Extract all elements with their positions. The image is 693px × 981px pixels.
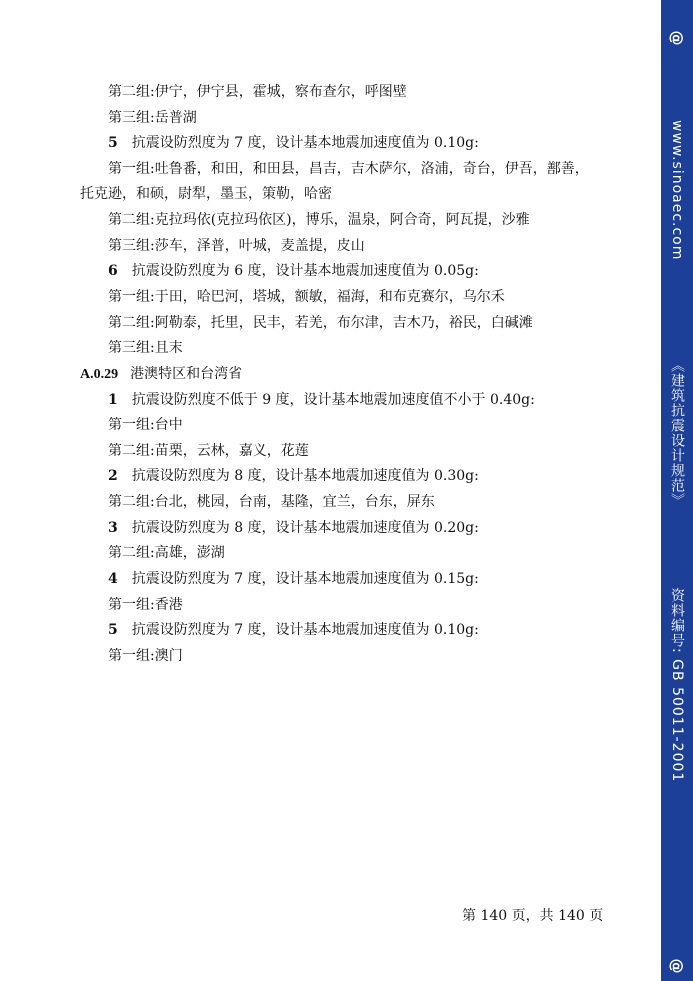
sidebar-title (661, 358, 693, 508)
text-line: 第二组:台北，桃园，台南，基隆，宜兰，台东，屏东 (108, 494, 435, 510)
clause-text: 抗震设防烈度为 8 度，设计基本地震加速度值为 0.20g: (131, 520, 479, 536)
page-footer: 第 140 页，共 140 页 (462, 908, 604, 924)
clause-line (108, 570, 479, 588)
clause-text: 抗震设防烈度为 8 度，设计基本地震加速度值为 0.30g: (131, 468, 479, 484)
clause-number: 5 (108, 135, 118, 151)
text-line: 第一组:台中 (108, 417, 183, 433)
clause-text: 抗震设防烈度不低于 9 度，设计基本地震加速度值不小于 0.40g: (131, 392, 535, 408)
text-line: 第二组:阿勒泰，托里，民丰，若羌，布尔津，吉木乃，裕民，白碱滩 (108, 315, 533, 331)
text-line: 托克逊，和硕，尉犁，墨玉，策勒，哈密 (80, 186, 332, 202)
clause-line (108, 621, 479, 639)
sidebar-url-text: www.sinoaec.com (669, 120, 685, 261)
text-line: 第一组:吐鲁番，和田，和田县，昌吉，吉木萨尔，洛浦，奇台，伊吾，鄯善， (108, 161, 589, 177)
right-sidebar (661, 0, 693, 981)
clause-number: 4 (108, 571, 118, 587)
text-line: 第一组:澳门 (108, 648, 183, 664)
clause-line (108, 262, 479, 280)
clause-line (108, 134, 479, 152)
clause-line (108, 391, 535, 409)
clause-text: 抗震设防烈度为 7 度，设计基本地震加速度值为 0.10g: (131, 135, 479, 151)
text-line: 第三组:且末 (108, 340, 183, 356)
clause-text: 抗震设防烈度为 6 度，设计基本地震加速度值为 0.05g: (131, 263, 479, 279)
sidebar-doc-code (661, 588, 693, 782)
sidebar-title-text: 《建筑抗震设计规范》 (669, 358, 685, 508)
sidebar-doc-code-text: 资料编号: GB 50011-2001 (669, 588, 685, 783)
clause-text: 抗震设防烈度为 7 度，设计基本地震加速度值为 0.15g: (131, 571, 479, 587)
text-line: 第一组:于田，哈巴河，塔城，额敏，福海，和布克赛尔，乌尔禾 (108, 289, 505, 305)
clause-number: 2 (108, 468, 118, 484)
section-title: 港澳特区和台湾省 (130, 366, 243, 382)
section-heading (80, 365, 242, 384)
text-line: 第二组:伊宁，伊宁县，霍城，察布查尔，呼图壁 (108, 84, 407, 100)
section-number: A.0.29 (80, 367, 119, 382)
clause-number: 6 (108, 263, 118, 279)
clause-number: 5 (108, 622, 118, 638)
at-icon: @ (668, 958, 686, 974)
text-line: 第三组:岳普湖 (108, 110, 197, 126)
clause-line (108, 519, 479, 537)
sidebar-url[interactable] (661, 120, 693, 260)
clause-text: 抗震设防烈度为 7 度，设计基本地震加速度值为 0.10g: (131, 622, 479, 638)
text-line: 第二组:克拉玛依(克拉玛依区)，博乐，温泉，阿合奇，阿瓦提，沙雅 (108, 212, 530, 228)
text-line: 第二组:高雄，澎湖 (108, 545, 225, 561)
text-line: 第二组:苗栗，云林，嘉义，花莲 (108, 443, 309, 459)
at-icon: @ (668, 30, 686, 46)
text-line: 第一组:香港 (108, 597, 183, 613)
clause-line (108, 467, 479, 485)
text-line: 第三组:莎车，泽普，叶城，麦盖提，皮山 (108, 238, 365, 254)
clause-number: 1 (108, 392, 118, 408)
clause-number: 3 (108, 520, 118, 536)
